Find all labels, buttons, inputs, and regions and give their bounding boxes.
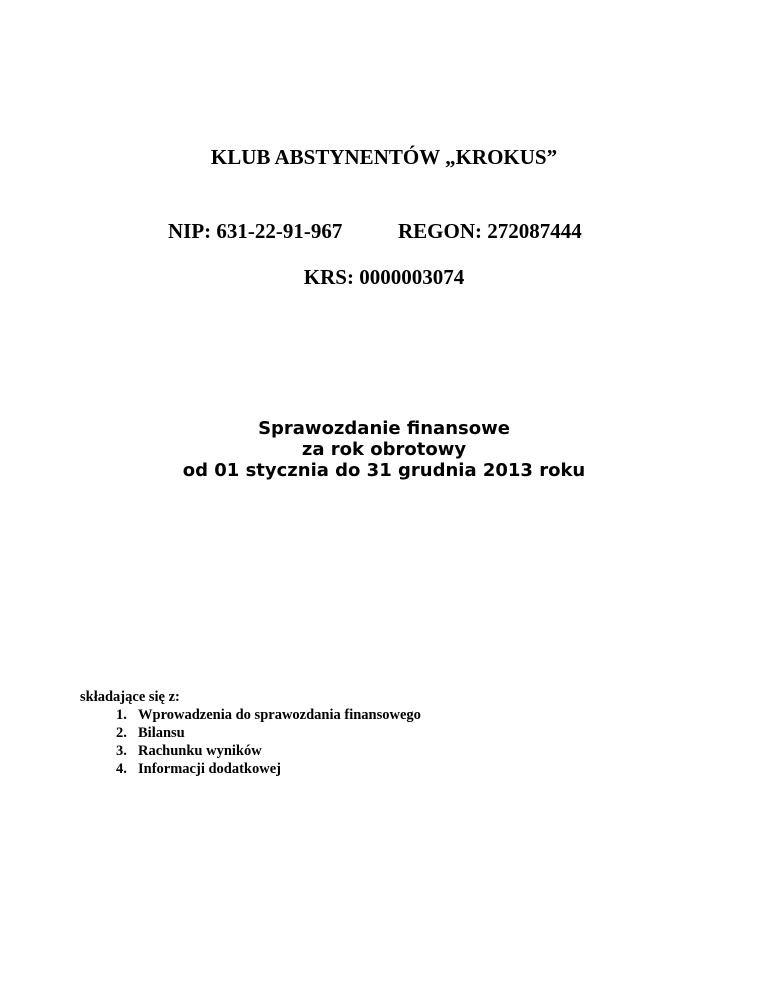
list-item — [80, 742, 680, 760]
list-item — [80, 706, 680, 724]
list-item-number: 3. — [116, 743, 127, 759]
list-item — [80, 760, 680, 778]
nip-number: NIP: 631-22-91-967 — [168, 219, 343, 243]
report-title-line-2: za rok obrotowy — [301, 439, 467, 460]
list-item-number: 4. — [116, 761, 127, 777]
report-title — [0, 418, 768, 481]
list-item-text: Rachunku wyników — [138, 743, 262, 759]
list-item-text: Wprowadzenia do sprawozdania finansowego — [138, 707, 421, 723]
contents-intro: składające się z: — [80, 689, 180, 705]
report-title-line-1: Sprawozdanie finansowe — [258, 418, 510, 439]
list-item-text: Bilansu — [138, 725, 185, 741]
list-item — [80, 724, 680, 742]
organization-name: KLUB ABSTYNENTÓW „KROKUS” — [210, 145, 558, 169]
list-item-number: 1. — [116, 707, 127, 723]
list-item-number: 2. — [116, 725, 127, 741]
report-title-line-3: od 01 stycznia do 31 grudnia 2013 roku — [182, 460, 586, 481]
contents-section — [80, 688, 680, 778]
contents-list — [80, 706, 680, 778]
list-item-text: Informacji dodatkowej — [138, 761, 281, 777]
krs-number: KRS: 0000003074 — [303, 265, 465, 289]
regon-number: REGON: 272087444 — [398, 219, 582, 243]
